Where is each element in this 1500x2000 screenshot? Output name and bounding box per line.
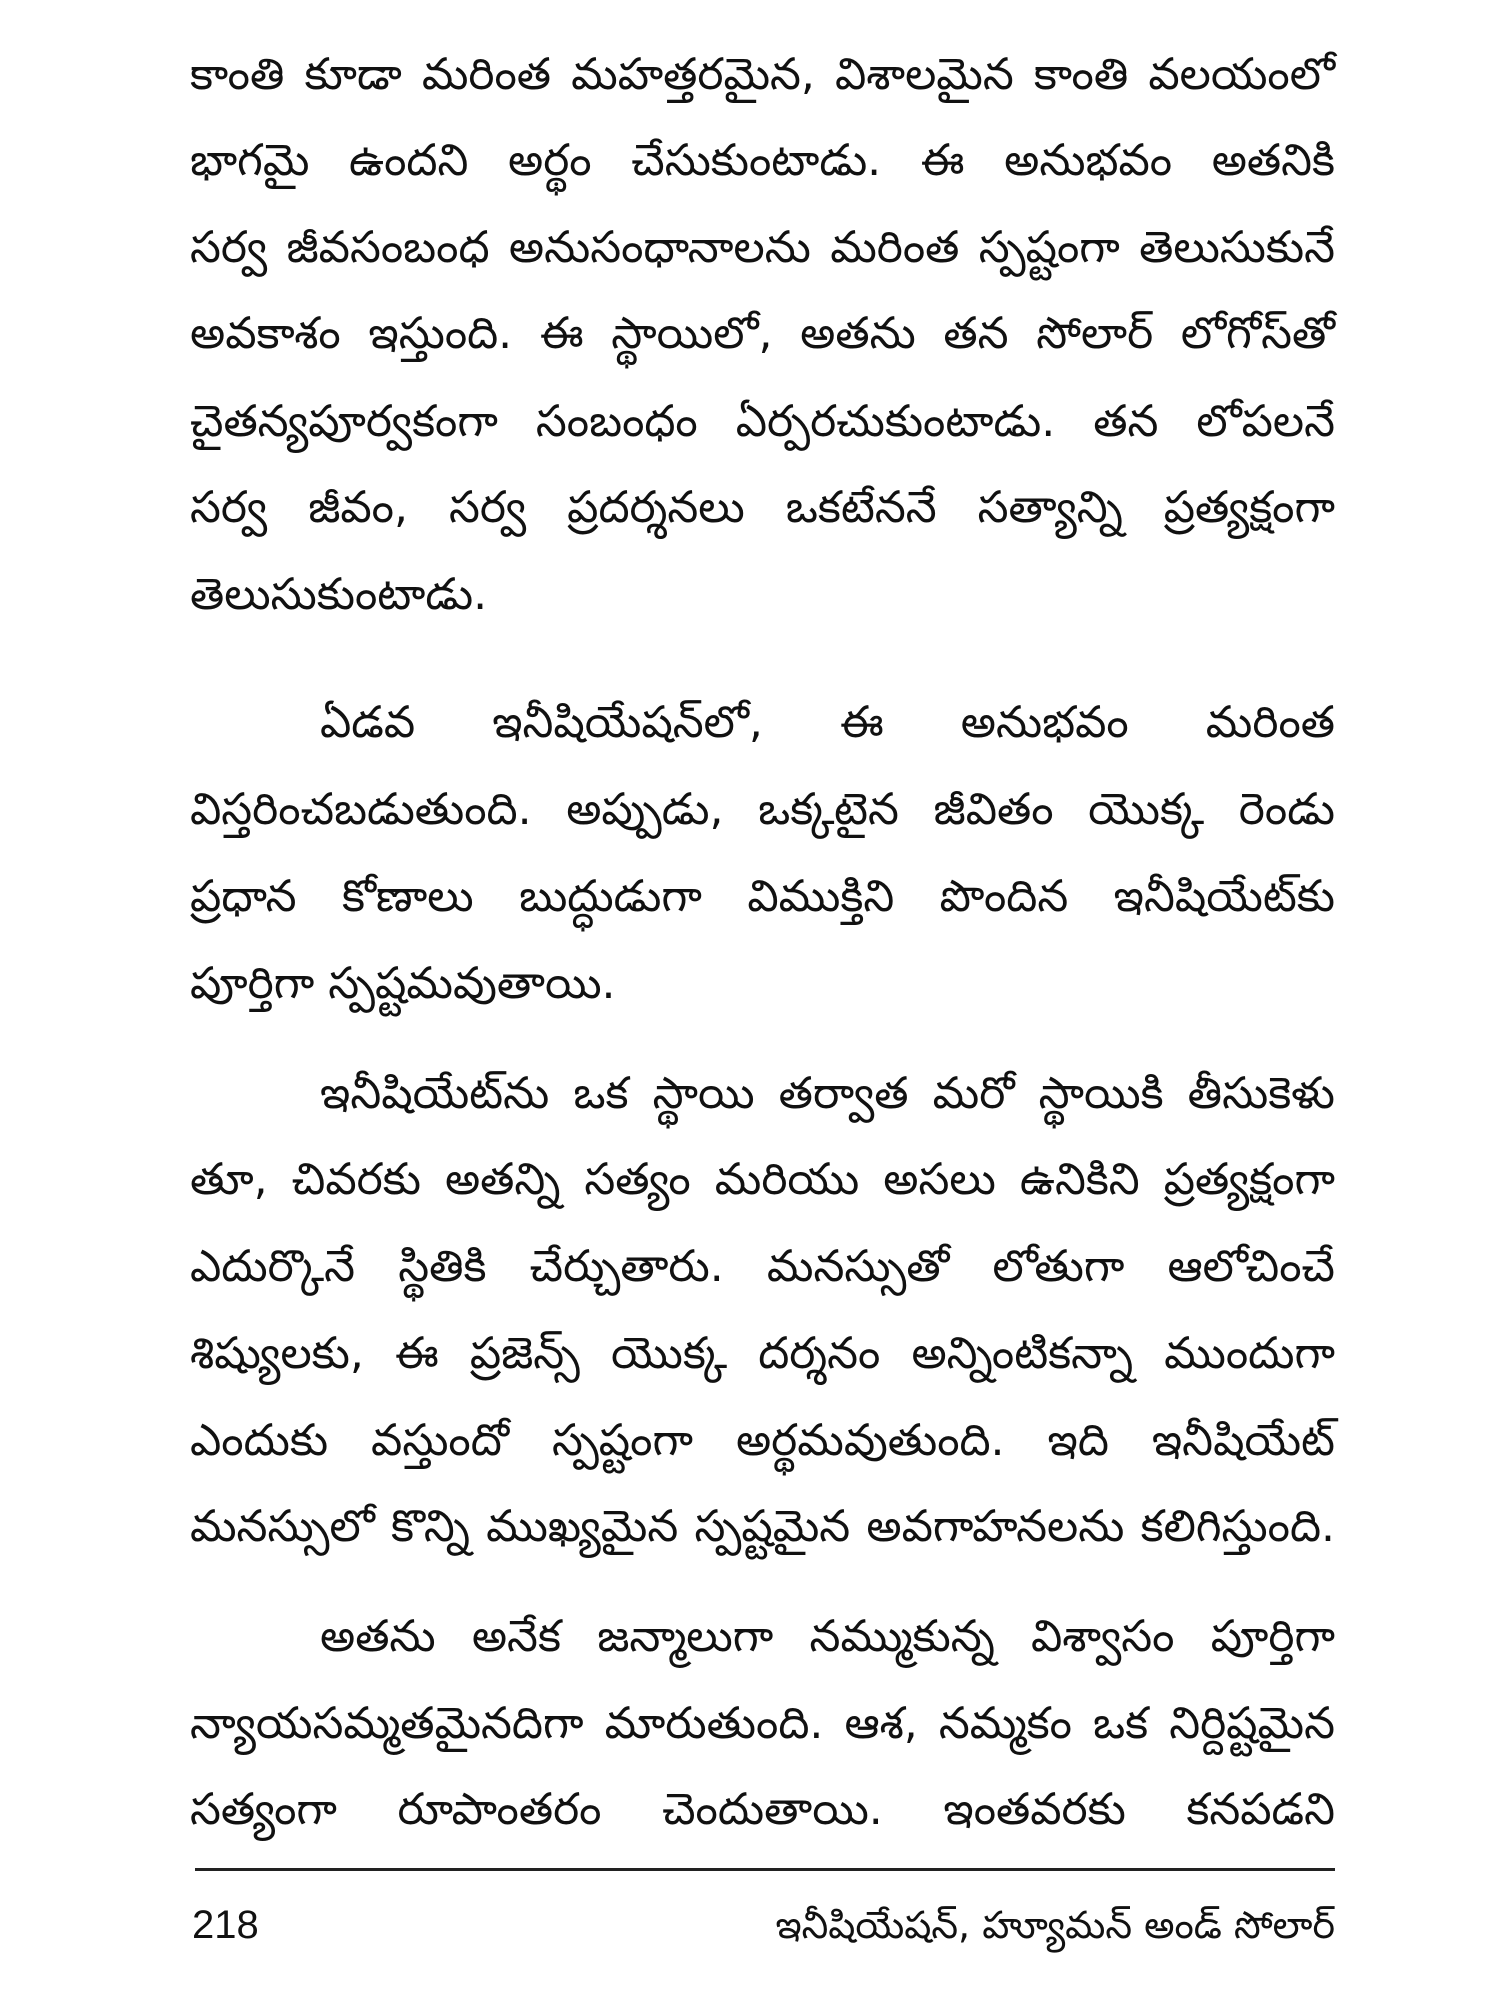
text-line: ప్రధాన కోణాలు బుద్ధుడుగా విముక్తిని పొందిన ఇనీషియేట్‌కు [190,871,1335,922]
text-line: మనస్సులో కొన్ని ముఖ్యమైన స్పష్టమైన అవగాహనలను కలిగిస్తుంది. [190,1501,1335,1552]
text-line: తూ, చివరకు అతన్ని సత్యం మరియు అసలు ఉనికిని ప్రత్యక్షంగా [190,1154,1335,1205]
text-line: ఏడవ ఇనీషియేషన్‌లో, ఈ అనుభవం మరింత [320,697,1335,748]
text-line: ఎదుర్కొనే స్థితికి చేర్చుతారు. మనస్సుతో లోతుగా ఆలోచించే [190,1241,1335,1292]
text-line: చైతన్యపూర్వకంగా సంబంధం ఏర్పరచుకుంటాడు. తన లోపలనే [190,396,1335,447]
text-line: అతను అనేక జన్మాలుగా నమ్ముకున్న విశ్వాసం పూర్తిగా [320,1611,1335,1662]
text-line: సర్వ జీవసంబంధ అనుసంధానాలను మరింత స్పష్టంగా తెలుసుకునే [190,222,1335,273]
text-line: సర్వ జీవం, సర్వ ప్రదర్శనలు ఒకటేననే సత్యాన్ని ప్రత్యక్షంగా [190,482,1335,533]
text-line: ఇనీషియేట్‌ను ఒక స్థాయి తర్వాత మరో స్థాయికి తీసుకెళు [320,1068,1335,1119]
text-line: న్యాయసమ్మతమైనదిగా మారుతుంది. ఆశ, నమ్మకం ఒక నిర్దిష్టమైన [190,1698,1335,1749]
text-line: శిష్యులకు, ఈ ప్రజెన్స్ యొక్క దర్శనం అన్నింటికన్నా ముందుగా [190,1328,1335,1379]
text-line: కాంతి కూడా మరింత మహత్తరమైన, విశాలమైన కాంతి వలయంలో [190,49,1335,100]
text-line: అవకాశం ఇస్తుంది. ఈ స్థాయిలో, అతను తన సోలార్ లోగోస్‌తో [190,308,1335,359]
text-line: పూర్తిగా స్పష్టమవుతాయి. [190,958,616,1009]
text-line: తెలుసుకుంటాడు. [190,569,488,620]
text-line: ఎందుకు వస్తుందో స్పష్టంగా అర్థమవుతుంది. ఇది ఇనీషియేట్ [190,1415,1335,1466]
text-line: విస్తరించబడుతుంది. అప్పుడు, ఒక్కటైన జీవితం యొక్క రెండు [190,784,1335,835]
page-number: 218 [192,1903,259,1947]
text-line: సత్యంగా రూపాంతరం చెందుతాయి. ఇంతవరకు కనపడని [190,1784,1335,1835]
footer-rule [195,1868,1335,1871]
running-title: ఇనీషియేషన్, హ్యూమన్ అండ్ సోలార్ [775,1903,1335,1947]
text-line: భాగమై ఉందని అర్థం చేసుకుంటాడు. ఈ అనుభవం అతనికి [190,135,1335,186]
